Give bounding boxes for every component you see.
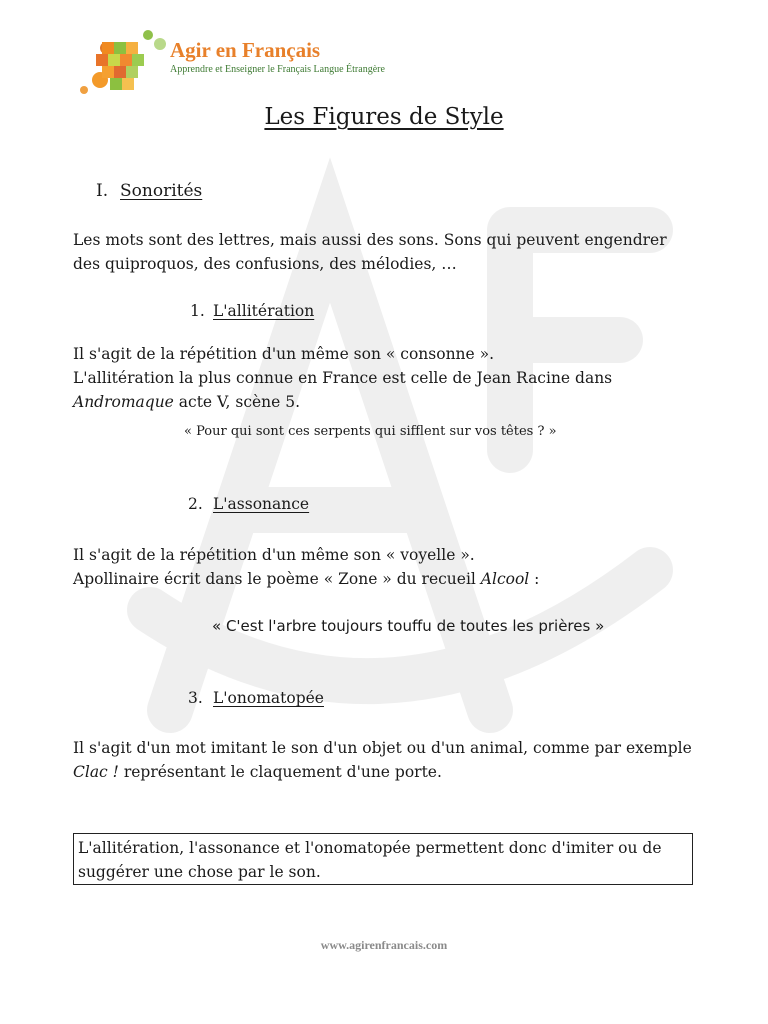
summary-line: L'allitération, l'assonance et l'onomatopée permettent donc d'imiter ou de <box>78 839 662 857</box>
footer-url: www.agirenfrancais.com <box>320 938 448 952</box>
work-title: Andromaque <box>73 393 174 411</box>
alliteration-paragraph <box>73 342 612 414</box>
summary-box <box>73 833 693 885</box>
alliteration-line: Il s'agit de la répétition d'un même son « consonne ». <box>73 345 495 363</box>
assonance-line: Il s'agit de la répétition d'un même son « voyelle ». <box>73 546 475 564</box>
summary-line: suggérer une chose par le son. <box>78 863 321 881</box>
subsection-title-alliteration: L'allitération <box>213 302 315 320</box>
section-number: I. <box>96 181 109 201</box>
onomatopee-paragraph <box>73 736 692 784</box>
subsection-number: 2. <box>188 495 203 513</box>
assonance-paragraph <box>73 543 539 591</box>
intro-line: des quiproquos, des confusions, des mélodies, … <box>73 255 457 273</box>
alliteration-line: L'allitération la plus connue en France est celle de Jean Racine dans <box>73 369 613 387</box>
subsection-title-assonance: L'assonance <box>213 495 310 513</box>
section-title: Sonorités <box>120 181 203 201</box>
assonance-line: Apollinaire écrit dans le poème « Zone » du recueil Alcool : <box>73 570 540 588</box>
subsection-number: 1. <box>190 302 205 320</box>
onomatopee-line: Il s'agit d'un mot imitant le son d'un objet ou d'un animal, comme par exemple <box>73 739 692 757</box>
onomatopee-line: Clac ! représentant le claquement d'une porte. <box>73 763 442 781</box>
example-word: Clac ! <box>73 763 119 781</box>
alliteration-quote: « Pour qui sont ces serpents qui sifflent sur vos têtes ? » <box>184 424 557 439</box>
assonance-quote: « C'est l'arbre toujours touffu de toutes les prières » <box>212 617 605 635</box>
brand-tagline: Apprendre et Enseigner le Français Langue Étrangère <box>170 64 385 75</box>
subsection-number: 3. <box>188 689 203 707</box>
intro-line: Les mots sont des lettres, mais aussi des sons. Sons qui peuvent engendrer <box>73 231 667 249</box>
intro-paragraph <box>73 228 667 276</box>
alliteration-line: Andromaque acte V, scène 5. <box>73 393 301 411</box>
page-title: Les Figures de Style <box>264 104 504 130</box>
subsection-title-onomatopee: L'onomatopée <box>213 689 324 707</box>
work-title: Alcool <box>480 570 530 588</box>
brand-logo-icon <box>76 28 176 98</box>
brand-name: Agir en Français <box>170 38 321 62</box>
